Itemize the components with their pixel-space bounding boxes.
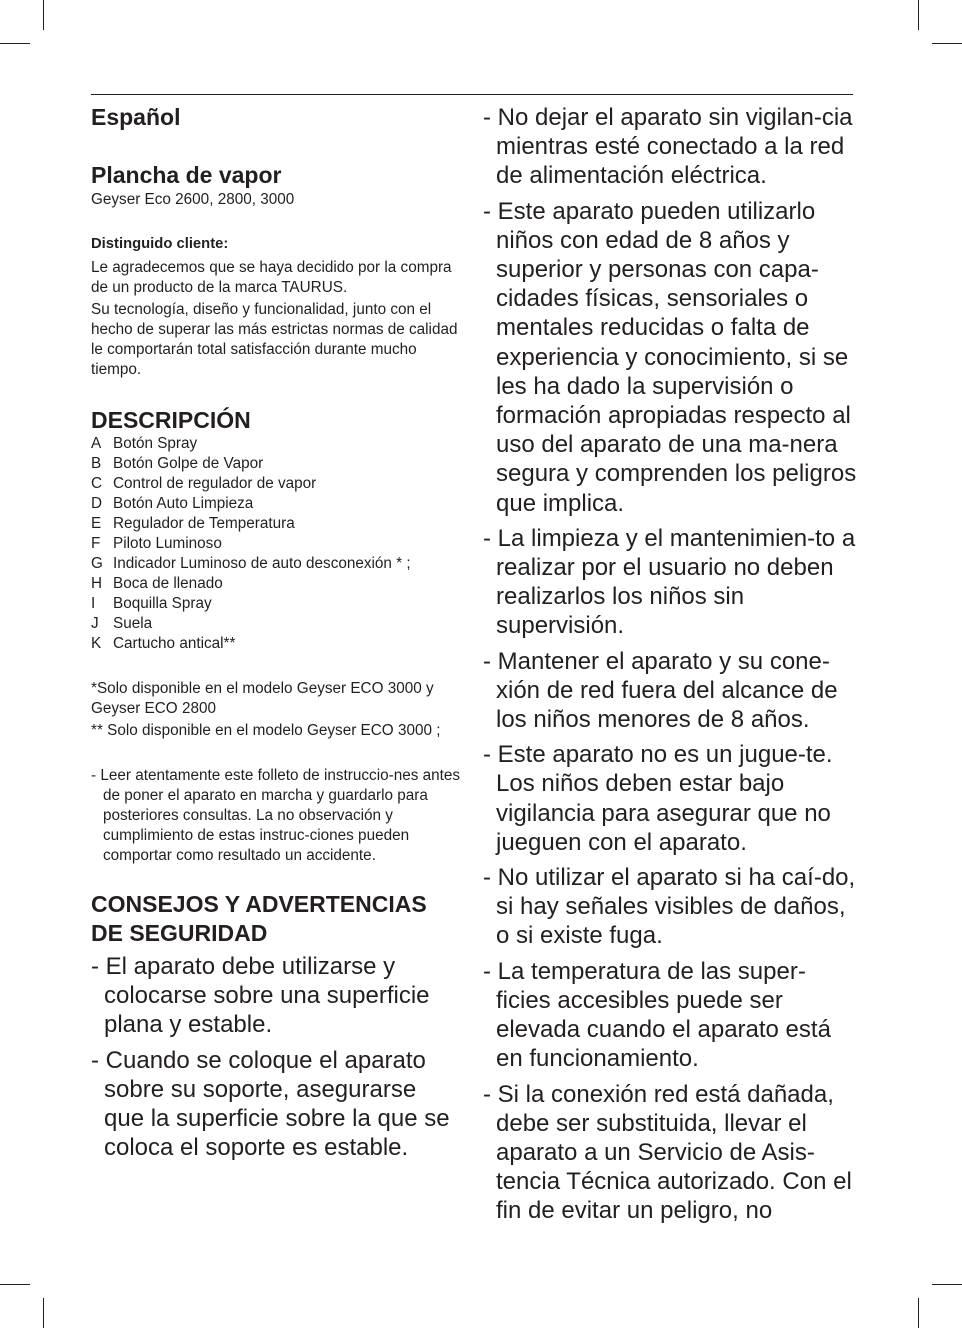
product-title: Plancha de vapor [91, 162, 282, 188]
crop-mark [43, 0, 44, 30]
availability-note: ** Solo disponible en el modelo Geyser ECO 3000 ; [91, 722, 441, 739]
read-instructions-note: - Leer atentamente este folleto de instruccio-nes antes de poner el aparato en marcha y guardarlo para posteriores consultas. La no observación y cumplimiento de estas instruc-ciones pueden comportar como resultado un accidente. [91, 767, 461, 864]
safety-heading: CONSEJOS Y ADVERTENCIAS DE SEGURIDAD [91, 891, 427, 946]
list-item [91, 594, 461, 614]
list-item: - No utilizar el aparato si ha caí-do, si hay señales visibles de daños, o si existe fuga. [483, 864, 856, 950]
left-column [91, 100, 461, 1168]
part-label: Suela [113, 615, 153, 632]
list-item [91, 574, 461, 594]
part-letter: I [91, 595, 96, 612]
part-letter: E [91, 515, 102, 532]
intro-paragraph: Le agradecemos que se haya decidido por la compra de un producto de la marca TAURUS. [91, 259, 452, 296]
list-item [91, 554, 461, 574]
list-item: - El aparato debe utilizarse y colocarse sobre una superficie plana y estable. [91, 953, 430, 1039]
list-item: - Cuando se coloque el aparato sobre su soporte, asegurarse que la superficie sobre la que se coloca el soporte es estable. [91, 1046, 450, 1162]
crop-mark [918, 1298, 919, 1328]
list-item [91, 514, 461, 534]
list-item: - Este aparato pueden utilizarlo niños con edad de 8 años y superior y personas con capa-cidades físicas, sensoriales o mentales reducidas o falta de experiencia y conocimiento, si se les ha dado la supervisión o formación apropiadas respecto al uso del aparato de una ma-nera segura y comprenden los peligros que implica. [483, 197, 857, 517]
part-label: Regulador de Temperatura [113, 515, 295, 532]
list-item [91, 454, 461, 474]
greeting: Distinguido cliente: [91, 236, 229, 252]
language-heading: Español [91, 104, 181, 130]
list-item [91, 474, 461, 494]
right-column [483, 100, 858, 1232]
list-item: - La temperatura de las super-ficies accesibles puede ser elevada cuando el aparato está en funcionamiento. [483, 957, 831, 1073]
part-letter: F [91, 535, 101, 552]
description-heading: DESCRIPCIÓN [91, 407, 251, 433]
part-label: Boquilla Spray [113, 595, 212, 612]
availability-note: *Solo disponible en el modelo Geyser ECO 3000 y Geyser ECO 2800 [91, 680, 434, 717]
top-rule [91, 94, 853, 95]
model-list: Geyser Eco 2600, 2800, 3000 [91, 191, 295, 208]
part-letter: J [91, 615, 99, 632]
part-letter: A [91, 435, 102, 452]
safety-list [91, 952, 461, 1162]
part-label: Botón Spray [113, 435, 198, 452]
crop-mark [0, 43, 30, 44]
list-item [91, 614, 461, 634]
list-item [91, 634, 461, 654]
part-letter: C [91, 475, 103, 492]
crop-mark [932, 1284, 962, 1285]
part-label: Botón Auto Limpieza [113, 495, 254, 512]
safety-list-continued [483, 103, 858, 1226]
part-label: Control de regulador de vapor [113, 475, 317, 492]
part-letter: B [91, 455, 102, 472]
crop-mark [918, 0, 919, 30]
part-letter: D [91, 495, 103, 512]
list-item [91, 434, 461, 454]
crop-mark [932, 43, 962, 44]
part-letter: K [91, 635, 102, 652]
list-item: - La limpieza y el mantenimien-to a realizar por el usuario no deben realizarlos los niños sin supervisión. [483, 524, 856, 640]
crop-mark [43, 1298, 44, 1328]
list-item [91, 494, 461, 514]
crop-mark [0, 1284, 30, 1285]
part-letter: G [91, 555, 103, 572]
part-label: Piloto Luminoso [113, 535, 222, 552]
list-item: - Si la conexión red está dañada, debe ser substituida, llevar el aparato a un Servicio de Asis-tencia Técnica autorizado. Con el fin de evitar un peligro, no [483, 1080, 852, 1225]
part-label: Boca de llenado [113, 575, 223, 592]
part-label: Cartucho antical** [113, 635, 236, 652]
list-item: - Mantener el aparato y su cone-xión de red fuera del alcance de los niños menores de 8 años. [483, 647, 838, 734]
parts-list [91, 434, 461, 654]
list-item: - Este aparato no es un jugue-te. Los niños deben estar bajo vigilancia para asegurar que no jueguen con el aparato. [483, 741, 833, 856]
list-item [91, 534, 461, 554]
list-item: - No dejar el aparato sin vigilan-cia mientras esté conectado a la red de alimentación eléctrica. [483, 104, 853, 190]
part-label: Indicador Luminoso de auto desconexión * ; [113, 555, 411, 572]
part-letter: H [91, 575, 103, 592]
part-label: Botón Golpe de Vapor [113, 455, 264, 472]
intro-paragraph: Su tecnología, diseño y funcionalidad, junto con el hecho de superar las más estrictas normas de calidad le comportarán total satisfacción durante mucho tiempo. [91, 301, 458, 378]
